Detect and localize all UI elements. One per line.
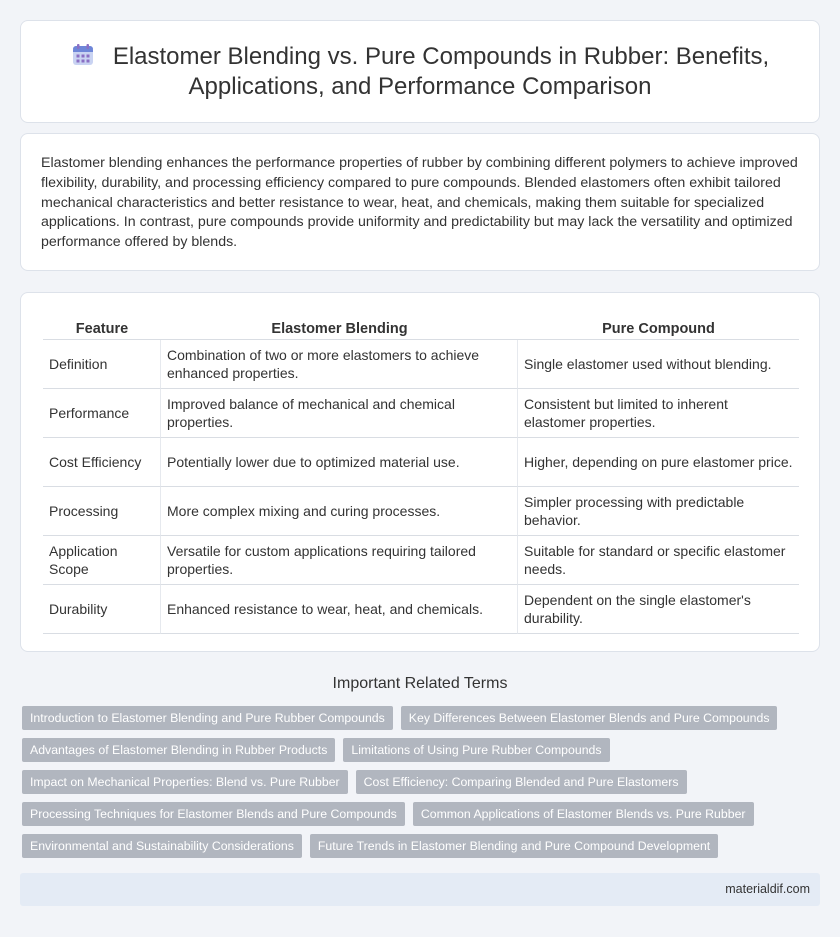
tag-row [22,738,822,762]
row-pure-cell: Consistent but limited to inherent elastomer properties. [518,389,799,438]
intro-card [20,133,820,271]
row-blending-cell: Potentially lower due to optimized material use. [161,438,518,487]
row-blending-cell: Combination of two or more elastomers to achieve enhanced properties. [161,340,518,389]
row-pure-cell: Higher, depending on pure elastomer price. [518,438,799,487]
table-row [43,585,799,634]
related-terms-heading: Important Related Terms [332,675,508,692]
table-row [43,536,799,585]
footer-site-name[interactable]: materialdif.com [725,882,810,896]
header-elastomer-blending: Elastomer Blending [161,313,518,340]
row-feature-cell: Durability [43,585,161,634]
table-header-row [43,313,799,340]
row-pure-cell: Suitable for standard or specific elastomer needs. [518,536,799,585]
related-term-tag[interactable]: Future Trends in Elastomer Blending and Pure Compound Development [310,834,718,858]
table-row [43,340,799,389]
tag-row [22,770,822,794]
related-term-tag[interactable]: Advantages of Elastomer Blending in Rubber Products [22,738,335,762]
page-title: Elastomer Blending vs. Pure Compounds in Rubber: Benefits, Applications, and Performance Comparison [112,42,770,100]
row-blending-cell: More complex mixing and curing processes. [161,487,518,536]
related-term-tag[interactable]: Key Differences Between Elastomer Blends and Pure Compounds [401,706,778,730]
row-feature-cell: Performance [43,389,161,438]
related-term-tag[interactable]: Cost Efficiency: Comparing Blended and Pure Elastomers [356,770,687,794]
row-feature-cell: Application Scope [43,536,161,585]
title-wrap [60,42,780,102]
intro-paragraph: Elastomer blending enhances the performance properties of rubber by combining different polymers to achieve improved flexibility, durability, and processing efficiency compared to pure compounds. Blended elastomers often exhibit tailored mechanical characteristics and better resistance to wear, heat, and chemicals, making them suitable for specialized applications. In contrast, pure compounds provide uniformity and predictability but may lack the versatility and optimized performance offered by blends. [41,155,798,251]
row-blending-cell: Versatile for custom applications requiring tailored properties. [161,536,518,585]
comparison-table [43,313,799,634]
tag-row [22,706,822,730]
tag-row [22,834,822,858]
table-row [43,438,799,487]
row-feature-cell: Processing [43,487,161,536]
row-feature-cell: Definition [43,340,161,389]
related-term-tag[interactable]: Common Applications of Elastomer Blends vs. Pure Rubber [413,802,754,826]
row-pure-cell: Simpler processing with predictable behavior. [518,487,799,536]
related-term-tag[interactable]: Limitations of Using Pure Rubber Compounds [343,738,609,762]
comparison-table-card [20,292,820,652]
row-feature-cell: Cost Efficiency [43,438,161,487]
related-term-tag[interactable]: Environmental and Sustainability Considerations [22,834,302,858]
table-row [43,487,799,536]
row-blending-cell: Improved balance of mechanical and chemical properties. [161,389,518,438]
related-term-tag[interactable]: Impact on Mechanical Properties: Blend vs. Pure Rubber [22,770,348,794]
title-card [20,20,820,123]
row-blending-cell: Enhanced resistance to wear, heat, and chemicals. [161,585,518,634]
calendar-icon [71,43,95,67]
table-row [43,389,799,438]
header-feature: Feature [43,313,161,340]
row-pure-cell: Dependent on the single elastomer's durability. [518,585,799,634]
header-pure-compound: Pure Compound [518,313,799,340]
footer [20,873,820,906]
row-pure-cell: Single elastomer used without blending. [518,340,799,389]
related-term-tag[interactable]: Processing Techniques for Elastomer Blends and Pure Compounds [22,802,405,826]
related-terms-tags [22,706,822,866]
tag-row [22,802,822,826]
related-term-tag[interactable]: Introduction to Elastomer Blending and Pure Rubber Compounds [22,706,393,730]
